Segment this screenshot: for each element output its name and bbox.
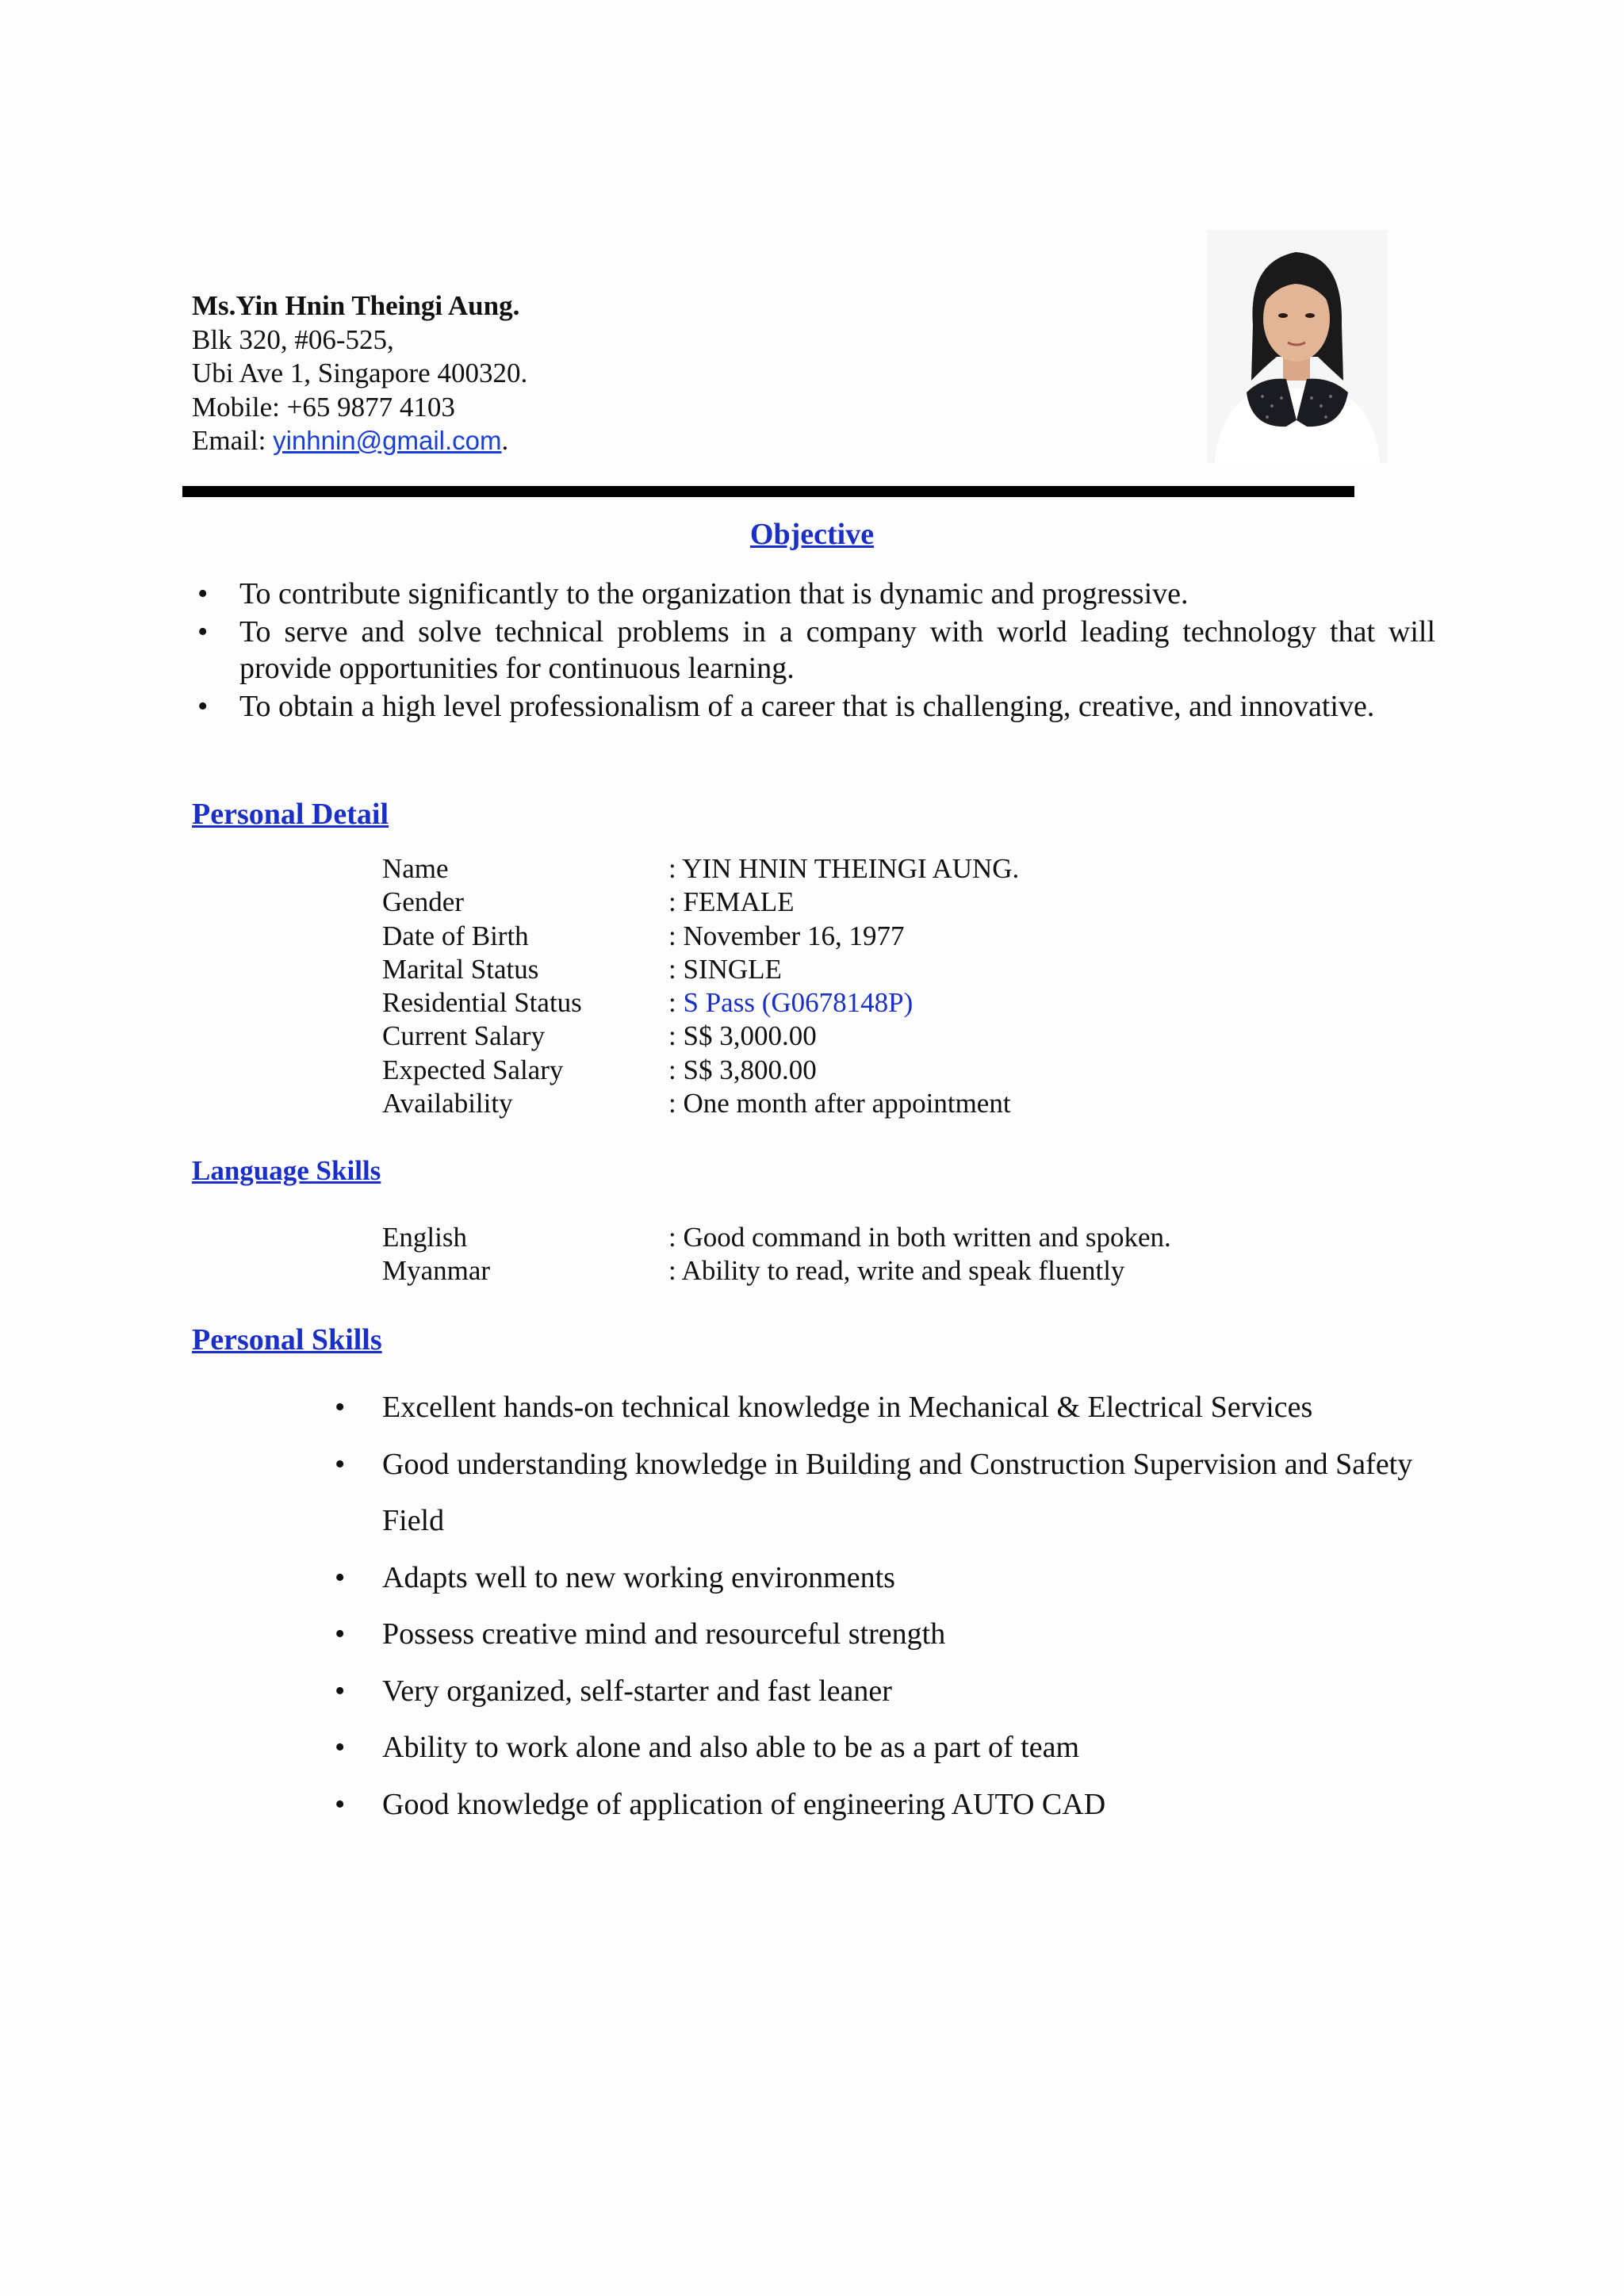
detail-label: Gender xyxy=(382,886,465,918)
personal-detail-heading: Personal Detail xyxy=(192,798,389,831)
skill-text: Ability to work alone and also able to be as a part of team xyxy=(382,1731,1080,1764)
detail-value-prefix: : xyxy=(668,987,684,1019)
email-line xyxy=(192,424,527,458)
language-value: : Good command in both written and spoken. xyxy=(668,1222,1171,1253)
list-item xyxy=(335,1777,1413,1834)
objective-heading: Objective xyxy=(749,518,875,551)
detail-value: S Pass (G0678148P) xyxy=(683,987,914,1019)
bullet-icon: • xyxy=(335,1391,346,1424)
candidate-name: Ms.Yin Hnin Theingi Aung. xyxy=(192,290,520,321)
language-row xyxy=(382,1254,1171,1288)
bullet-icon: • xyxy=(335,1731,346,1764)
detail-label: Expected Salary xyxy=(382,1054,564,1085)
detail-value: : November 16, 1977 xyxy=(668,920,905,951)
skill-text: Good understanding knowledge in Building and Construction Supervision and Safety Field xyxy=(382,1447,1413,1537)
list-item xyxy=(197,688,1435,725)
bullet-icon: • xyxy=(335,1560,346,1594)
list-item xyxy=(335,1720,1413,1777)
bullet-icon: • xyxy=(335,1674,346,1708)
skill-text: Good knowledge of application of engineering AUTO CAD xyxy=(382,1787,1106,1821)
detail-row xyxy=(382,886,1019,919)
detail-row xyxy=(382,920,1019,953)
list-item xyxy=(335,1550,1413,1607)
address-line-1: Blk 320, #06-525, xyxy=(192,323,394,355)
email-label: Email: xyxy=(192,425,274,456)
skill-text: Very organized, self-starter and fast leaner xyxy=(382,1674,892,1708)
objective-text: To contribute significantly to the organization that is dynamic and progressive. xyxy=(239,577,1189,610)
detail-row xyxy=(382,1087,1019,1120)
bullet-icon: • xyxy=(335,1617,346,1651)
language-label: Myanmar xyxy=(382,1255,491,1287)
list-item xyxy=(197,576,1435,612)
detail-value: : YIN HNIN THEINGI AUNG. xyxy=(668,853,1020,884)
profile-photo xyxy=(1207,230,1388,463)
address-line-2: Ubi Ave 1, Singapore 400320. xyxy=(192,358,528,388)
list-item xyxy=(335,1437,1413,1550)
detail-value: : One month after appointment xyxy=(668,1088,1011,1119)
personal-detail-table xyxy=(382,852,1019,1120)
detail-row xyxy=(382,953,1019,986)
language-skills-heading: Language Skills xyxy=(192,1155,381,1186)
contact-block xyxy=(192,289,527,458)
objective-text: To serve and solve technical problems in a company with world leading technology that will provide opportunities for continuous learning. xyxy=(239,615,1435,685)
detail-value: : FEMALE xyxy=(668,886,795,918)
skill-text: Adapts well to new working environments xyxy=(382,1560,895,1594)
bullet-icon: • xyxy=(197,577,209,610)
detail-label: Current Salary xyxy=(382,1020,546,1052)
bullet-icon: • xyxy=(335,1787,346,1821)
detail-row xyxy=(382,852,1019,886)
bullet-icon: • xyxy=(197,615,209,649)
email-link[interactable]: yinhnin@gmail.com xyxy=(273,426,502,455)
detail-label: Name xyxy=(382,853,449,884)
personal-skills-list xyxy=(335,1380,1413,1833)
mobile-number: Mobile: +65 9877 4103 xyxy=(192,391,455,423)
bullet-icon: • xyxy=(335,1447,346,1481)
list-item xyxy=(335,1380,1413,1437)
objective-list xyxy=(197,576,1435,726)
detail-label: Availability xyxy=(382,1088,513,1119)
skill-text: Possess creative mind and resourceful strength xyxy=(382,1617,946,1651)
detail-row xyxy=(382,1054,1019,1087)
bullet-icon: • xyxy=(197,690,209,723)
detail-row xyxy=(382,1020,1019,1053)
detail-value: : S$ 3,800.00 xyxy=(668,1054,817,1085)
list-item xyxy=(335,1606,1413,1663)
detail-label: Marital Status xyxy=(382,953,539,985)
list-item xyxy=(197,614,1435,687)
detail-value: : S$ 3,000.00 xyxy=(668,1020,817,1052)
portrait-image xyxy=(1207,230,1388,463)
language-row xyxy=(382,1221,1171,1254)
skill-text: Excellent hands-on technical knowledge in Mechanical & Electrical Services xyxy=(382,1391,1313,1424)
language-value: : Ability to read, write and speak fluently xyxy=(668,1255,1125,1287)
detail-value: : SINGLE xyxy=(668,953,782,985)
language-label: English xyxy=(382,1222,467,1253)
detail-row xyxy=(382,986,1019,1020)
detail-label: Residential Status xyxy=(382,987,582,1019)
header-divider xyxy=(182,486,1354,497)
list-item xyxy=(335,1663,1413,1720)
objective-text: To obtain a high level professionalism of a career that is challenging, creative, and innovative. xyxy=(239,690,1375,723)
detail-label: Date of Birth xyxy=(382,920,529,951)
email-suffix: . xyxy=(501,425,509,456)
language-skills-table xyxy=(382,1221,1171,1288)
personal-skills-heading: Personal Skills xyxy=(192,1323,382,1357)
